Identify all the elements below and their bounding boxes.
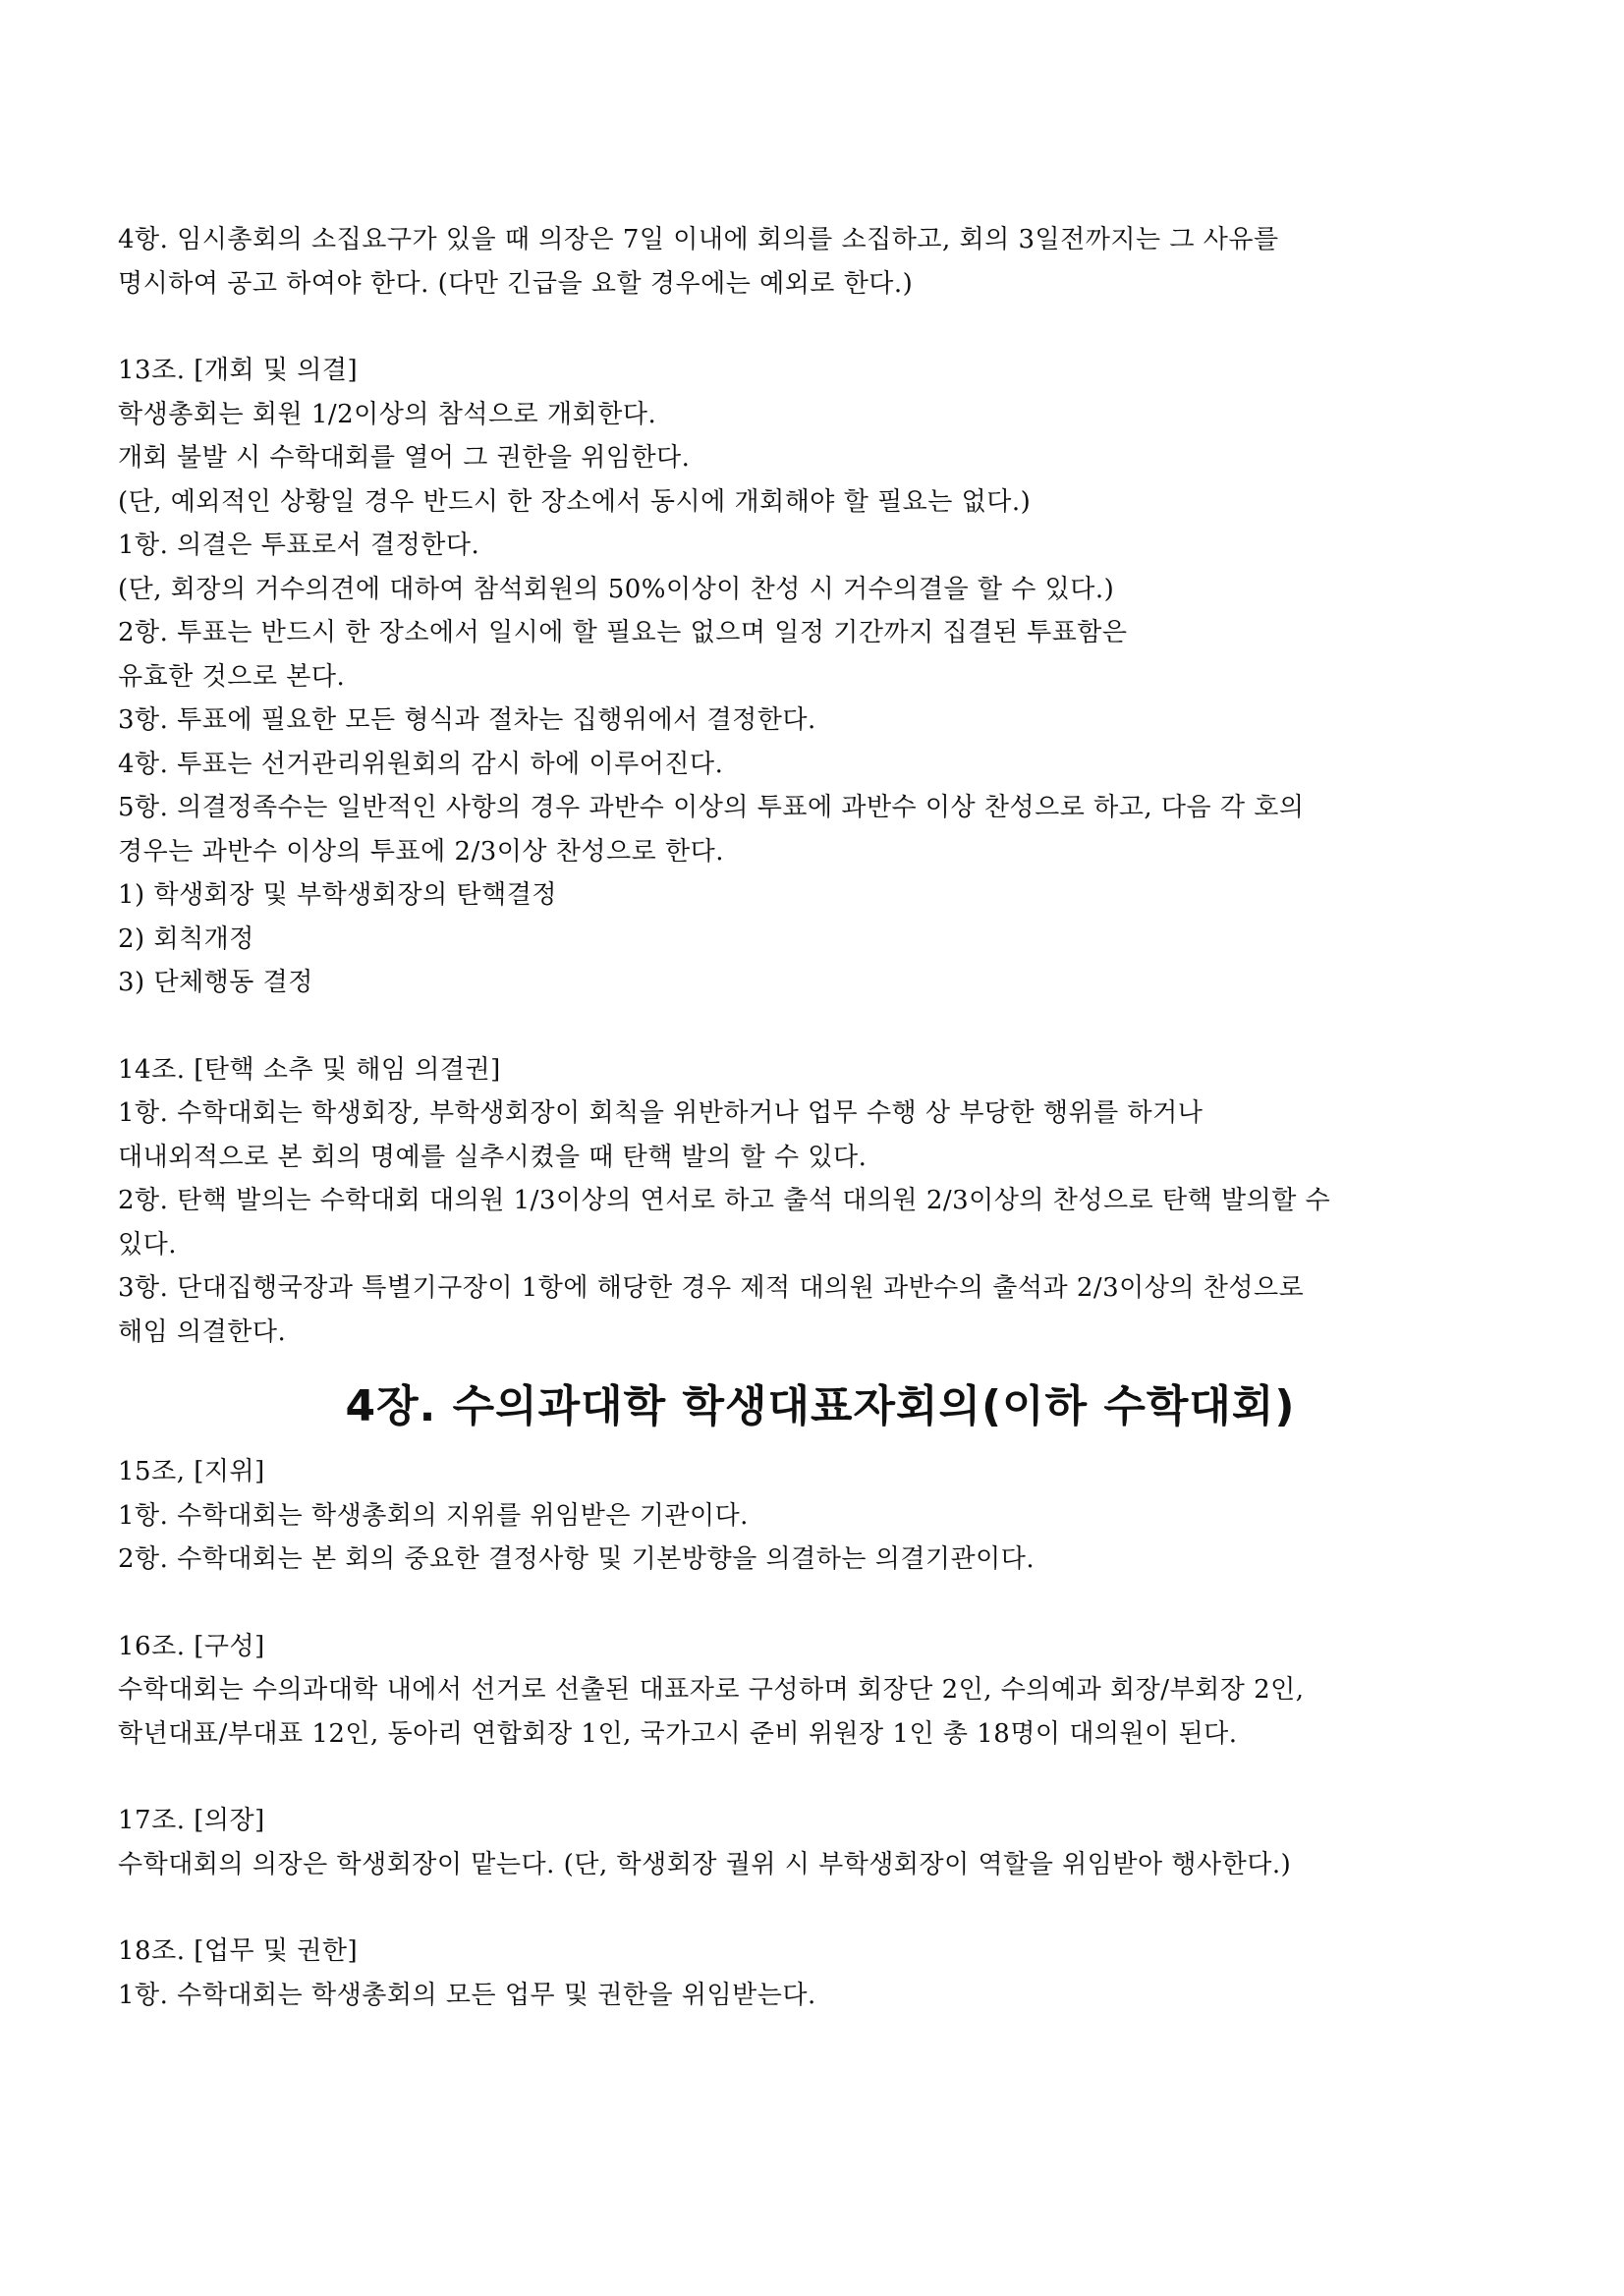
paragraph-line: 경우는 과반수 이상의 투표에 2/3이상 찬성으로 한다. [118,836,725,867]
article-title: 17조. [의장] [118,1806,265,1835]
article-16 [118,1625,1523,1757]
paragraph-line: 2항. 탄핵 발의는 수학대회 대의원 1/3이상의 연서로 하고 출석 대의원 2/3이상의 찬성으로 탄핵 발의할 수 [118,1186,1331,1215]
paragraph-line: 수학대회는 수의과대학 내에서 선거로 선출된 대표자로 구성하며 회장단 2인, 수의예과 회장/부회장 2인, [118,1675,1305,1705]
paragraph-line: 1항. 의결은 투표로서 결정한다. [118,531,480,560]
paragraph-line: 학생총회는 회원 1/2이상의 참석으로 개회한다. [118,399,657,429]
paragraph-line: 명시하여 공고 하여야 한다. (다만 긴급을 요할 경우에는 예외로 한다.) [118,268,914,299]
paragraph-line: 1항. 수학대회는 학생회장, 부학생회장이 회칙을 위반하거나 업무 수행 상 부당한 행위를 하거나 [118,1098,1204,1128]
article-14 [118,1048,1523,1355]
paragraph-line: (단, 예외적인 상황일 경우 반드시 한 장소에서 동시에 개회해야 할 필요는 없다.) [118,486,1032,517]
paragraph-line: 5항. 의결정족수는 일반적인 사항의 경우 과반수 이상의 투표에 과반수 이상 찬성으로 하고, 다음 각 호의 [118,793,1305,822]
paragraph-line: 수학대회의 의장은 학생회장이 맡는다. (단, 학생회장 궐위 시 부학생회장이 역할을 위임받아 행사한다.) [118,1849,1292,1879]
paragraph-line: 2항. 투표는 반드시 한 장소에서 일시에 할 필요는 없으며 일정 기간까지 집결된 투표함은 [118,618,1128,647]
article-title: 13조. [개회 및 의결] [118,356,359,385]
paragraph-line: 2항. 수학대회는 본 회의 중요한 결정사항 및 기본방향을 의결하는 의결기관이다. [118,1544,1036,1574]
paragraph-line: 대내외적으로 본 회의 명예를 실추시켰을 때 탄핵 발의 할 수 있다. [118,1142,868,1172]
list-item: 3) 단체행동 결정 [118,968,313,997]
list-item: 1) 학생회장 및 부학생회장의 탄핵결정 [118,880,557,910]
paragraph-line: 학년대표/부대표 12인, 동아리 연합회장 1인, 국가고시 준비 위원장 1인 총 18명이 대의원이 된다. [118,1718,1238,1749]
paragraph-line: 개회 불발 시 수학대회를 열어 그 권한을 위임한다. [118,443,691,473]
article-17 [118,1799,1523,1886]
paragraph-line: 3항. 투표에 필요한 모든 형식과 절차는 집행위에서 결정한다. [118,705,816,735]
list-item: 2) 회칙개정 [118,924,254,954]
article12-continuation [118,218,1523,306]
document-page [118,218,1523,2017]
paragraph-line: 3항. 단대집행국장과 특별기구장이 1항에 해당한 경우 제적 대의원 과반수의 출석과 2/3이상의 찬성으로 [118,1273,1305,1303]
article-18 [118,1930,1523,2017]
paragraph-line: (단, 회장의 거수의견에 대하여 참석회원의 50%이상이 찬성 시 거수의결을 할 수 있다.) [118,574,1115,604]
paragraph-line: 4항. 투표는 선거관리위원회의 감시 하에 이루어진다. [118,749,724,779]
article-title: 15조, [지위] [118,1457,265,1486]
paragraph-line: 유효한 것으로 본다. [118,661,346,692]
article-15 [118,1450,1523,1582]
article-13 [118,349,1523,1005]
paragraph-line: 1항. 수학대회는 학생총회의 모든 업무 및 권한을 위임받는다. [118,1980,816,2010]
paragraph-line: 해임 의결한다. [118,1316,287,1347]
chapter-heading: 4장. 수의과대학 학생대표자회의(이하 수학대회) [345,1381,1296,1431]
paragraph-line: 있다. [118,1229,177,1260]
article-title: 14조. [탄핵 소추 및 해임 의결권] [118,1054,501,1085]
paragraph-line: 1항. 수학대회는 학생총회의 지위를 위임받은 기관이다. [118,1500,749,1531]
paragraph-line: 4항. 임시총회의 소집요구가 있을 때 의장은 7일 이내에 회의를 소집하고, 회의 3일전까지는 그 사유를 [118,225,1279,254]
article-title: 18조. [업무 및 권한] [118,1936,359,1966]
article-title: 16조. [구성] [118,1631,265,1661]
